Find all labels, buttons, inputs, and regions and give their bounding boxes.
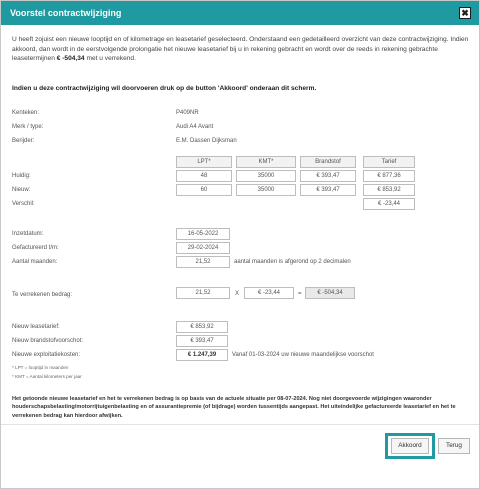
- nieuw-lpt: 60: [176, 184, 232, 196]
- dialog-title: Voorstel contractwijziging: [10, 8, 122, 18]
- settlement-result: € -504,34: [305, 287, 355, 299]
- new-lease-value: € 853,92: [176, 321, 228, 333]
- new-lease-label: Nieuw leasetarief:: [12, 324, 60, 330]
- dialog-titlebar: [1, 1, 479, 25]
- note-kmt: * KMT = Aantal kilometers per jaar: [12, 374, 82, 379]
- row-label-verschil: Verschil:: [12, 201, 35, 207]
- new-fuel-label: Nieuw brandstofvoorschot:: [12, 338, 84, 344]
- header-kmt: KMT*: [236, 156, 296, 168]
- settlement-times: X: [235, 291, 240, 297]
- header-tarief: Tarief: [363, 156, 415, 168]
- huidig-kmt: 35000: [236, 170, 296, 182]
- huidig-tarief: € 877,36: [363, 170, 415, 182]
- maanden-label: Aantal maanden:: [12, 259, 58, 265]
- disclaimer-text: Het getoonde nieuwe leasetarief en het te verrekenen bedrag is op basis van de actuele situatie per 08-07-2024. Nog niet doorgevoerde wijzigingen waaronder houderschapsbelasting/motorrijtuigenbelasting en of assurantiepremie (of bijdrage) worden tussentijds aangepast. Het uiteindelijke gefactureerde leasetarief en het te verrekenen bedrag kan hierdoor afwijken.: [12, 396, 456, 419]
- nieuw-kmt: 35000: [236, 184, 296, 196]
- intro-text: [12, 35, 470, 64]
- nieuw-brandstof: € 393,47: [300, 184, 356, 196]
- settlement-label: Te verrekenen bedrag:: [12, 292, 73, 298]
- intro-text-part-1: U heeft zojuist een nieuwe looptijd en of kilometrage en leasetarief geselecteerd. Onderstaand een gedetailleerd overzicht van deze contractwijziging. Indien akkoord, dan wordt in de eerstvolgende prolongatie het nieuwe leasetarief bij u in rekening gebracht en wordt over de reeds in rekening gebrachte leasetermijnen: [12, 36, 469, 63]
- merk-value: Audi A4 Avant: [176, 124, 214, 130]
- row-label-nieuw: Nieuw:: [12, 187, 31, 193]
- huidig-brandstof: € 393,47: [300, 170, 356, 182]
- footer-divider: [1, 424, 479, 425]
- settlement-months: 21,52: [176, 287, 230, 299]
- new-expl-label: Nieuwe exploitatiekosten:: [12, 352, 81, 358]
- huidig-lpt: 48: [176, 170, 232, 182]
- settlement-diff: € -23,44: [244, 287, 294, 299]
- row-label-huidig: Huidig:: [12, 173, 31, 179]
- terug-button[interactable]: Terug: [438, 438, 470, 454]
- akkoord-button[interactable]: Akkoord: [391, 438, 429, 454]
- close-icon[interactable]: ✖: [459, 7, 471, 19]
- note-lpt: * LPT = looptijd in maanden: [12, 365, 69, 370]
- kenteken-value: P409NR: [176, 110, 199, 116]
- maanden-value: 21,52: [176, 256, 230, 268]
- nieuw-tarief: € 853,92: [363, 184, 415, 196]
- new-expl-value: € 1.247,39: [176, 349, 228, 361]
- instruction-text: Indien u deze contractwijziging wil doorvoeren druk op de button 'Akkoord' onderaan dit scherm.: [12, 85, 317, 92]
- header-lpt: LPT*: [176, 156, 232, 168]
- kenteken-label: Kenteken:: [12, 110, 40, 116]
- settlement-equals: =: [298, 291, 302, 297]
- berijder-value: E.M. Dassen Dijksman: [176, 138, 237, 144]
- intro-text-part-2: met u verrekend.: [86, 55, 136, 63]
- verschil-tarief: € -23,44: [363, 198, 415, 210]
- inzet-value: 16-05-2022: [176, 228, 230, 240]
- maanden-note: aantal maanden is afgerond op 2 decimalen: [234, 259, 351, 265]
- new-expl-note: Vanaf 01-03-2024 uw nieuwe maandelijkse voorschot: [232, 352, 374, 358]
- new-fuel-value: € 393,47: [176, 335, 228, 347]
- gefact-value: 29-02-2024: [176, 242, 230, 254]
- gefact-label: Gefactureerd t/m:: [12, 245, 59, 251]
- merk-label: Merk / type:: [12, 124, 44, 130]
- berijder-label: Berijder:: [12, 138, 35, 144]
- header-brandstof: Brandstof: [300, 156, 356, 168]
- intro-amount: € -504,34: [56, 55, 85, 63]
- inzet-label: Inzetdatum:: [12, 231, 44, 237]
